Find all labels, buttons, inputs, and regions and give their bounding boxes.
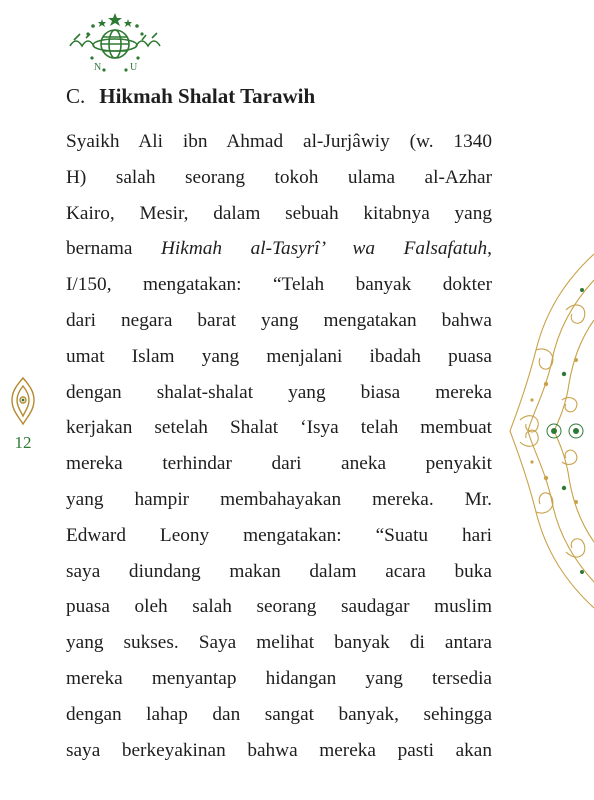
- text-line-15: yang sukses. Saya melihat banyak di antara: [66, 632, 492, 654]
- text-line-2: H) salah seorang tokoh ulama al-Azhar: [66, 166, 492, 188]
- logo-letter-u: U: [130, 62, 138, 73]
- nu-logo: [66, 12, 164, 76]
- text-line-17: dengan lahap dan sangat banyak, sehingga: [66, 703, 492, 725]
- text-line-11: yang hampir membahayakan mereka. Mr.: [66, 488, 492, 510]
- page-number-ornament: [8, 376, 38, 426]
- text-line-4: bernama Hikmah al-Tasyrî’ wa Falsafatuh,: [66, 238, 492, 260]
- text-line-18: saya berkeyakinan bahwa mereka pasti akan: [66, 739, 492, 761]
- text-line-9: kerjakan setelah Shalat ‘Isya telah membuat: [66, 417, 492, 439]
- text-line-1: Syaikh Ali ibn Ahmad al-Jurjâwiy (w. 1340: [66, 131, 492, 152]
- logo-letter-n: N: [94, 62, 102, 73]
- body-paragraph: [66, 124, 492, 768]
- page-number: 12: [14, 433, 32, 452]
- book-title: Hikmah al-Tasyrî’ wa Falsafatuh: [161, 238, 488, 260]
- text-line-14: puasa oleh salah seorang saudagar muslim: [66, 596, 492, 618]
- text-line-7: umat Islam yang menjalani ibadah puasa: [66, 345, 492, 367]
- text-line-12: Edward Leony mengatakan: “Suatu hari: [66, 524, 492, 546]
- text-line-3: Kairo, Mesir, dalam sebuah kitabnya yang: [66, 202, 492, 224]
- arabesque-ornament: [506, 250, 594, 612]
- section-title: Hikmah Shalat Tarawih: [99, 84, 316, 108]
- text-line-13: saya diundang makan dalam acara buka: [66, 560, 492, 582]
- text-line-5: I/150, mengatakan: “Telah banyak dokter: [66, 274, 492, 296]
- section-letter: C.: [66, 84, 86, 108]
- section-heading: [66, 82, 315, 110]
- text-line-10: mereka terhindar dari aneka penyakit: [66, 453, 492, 475]
- text-line-8: dengan shalat-shalat yang biasa mereka: [66, 381, 492, 403]
- text-line-16: mereka menyantap hidangan yang tersedia: [66, 667, 492, 689]
- text-line-6: dari negara barat yang mengatakan bahwa: [66, 309, 492, 331]
